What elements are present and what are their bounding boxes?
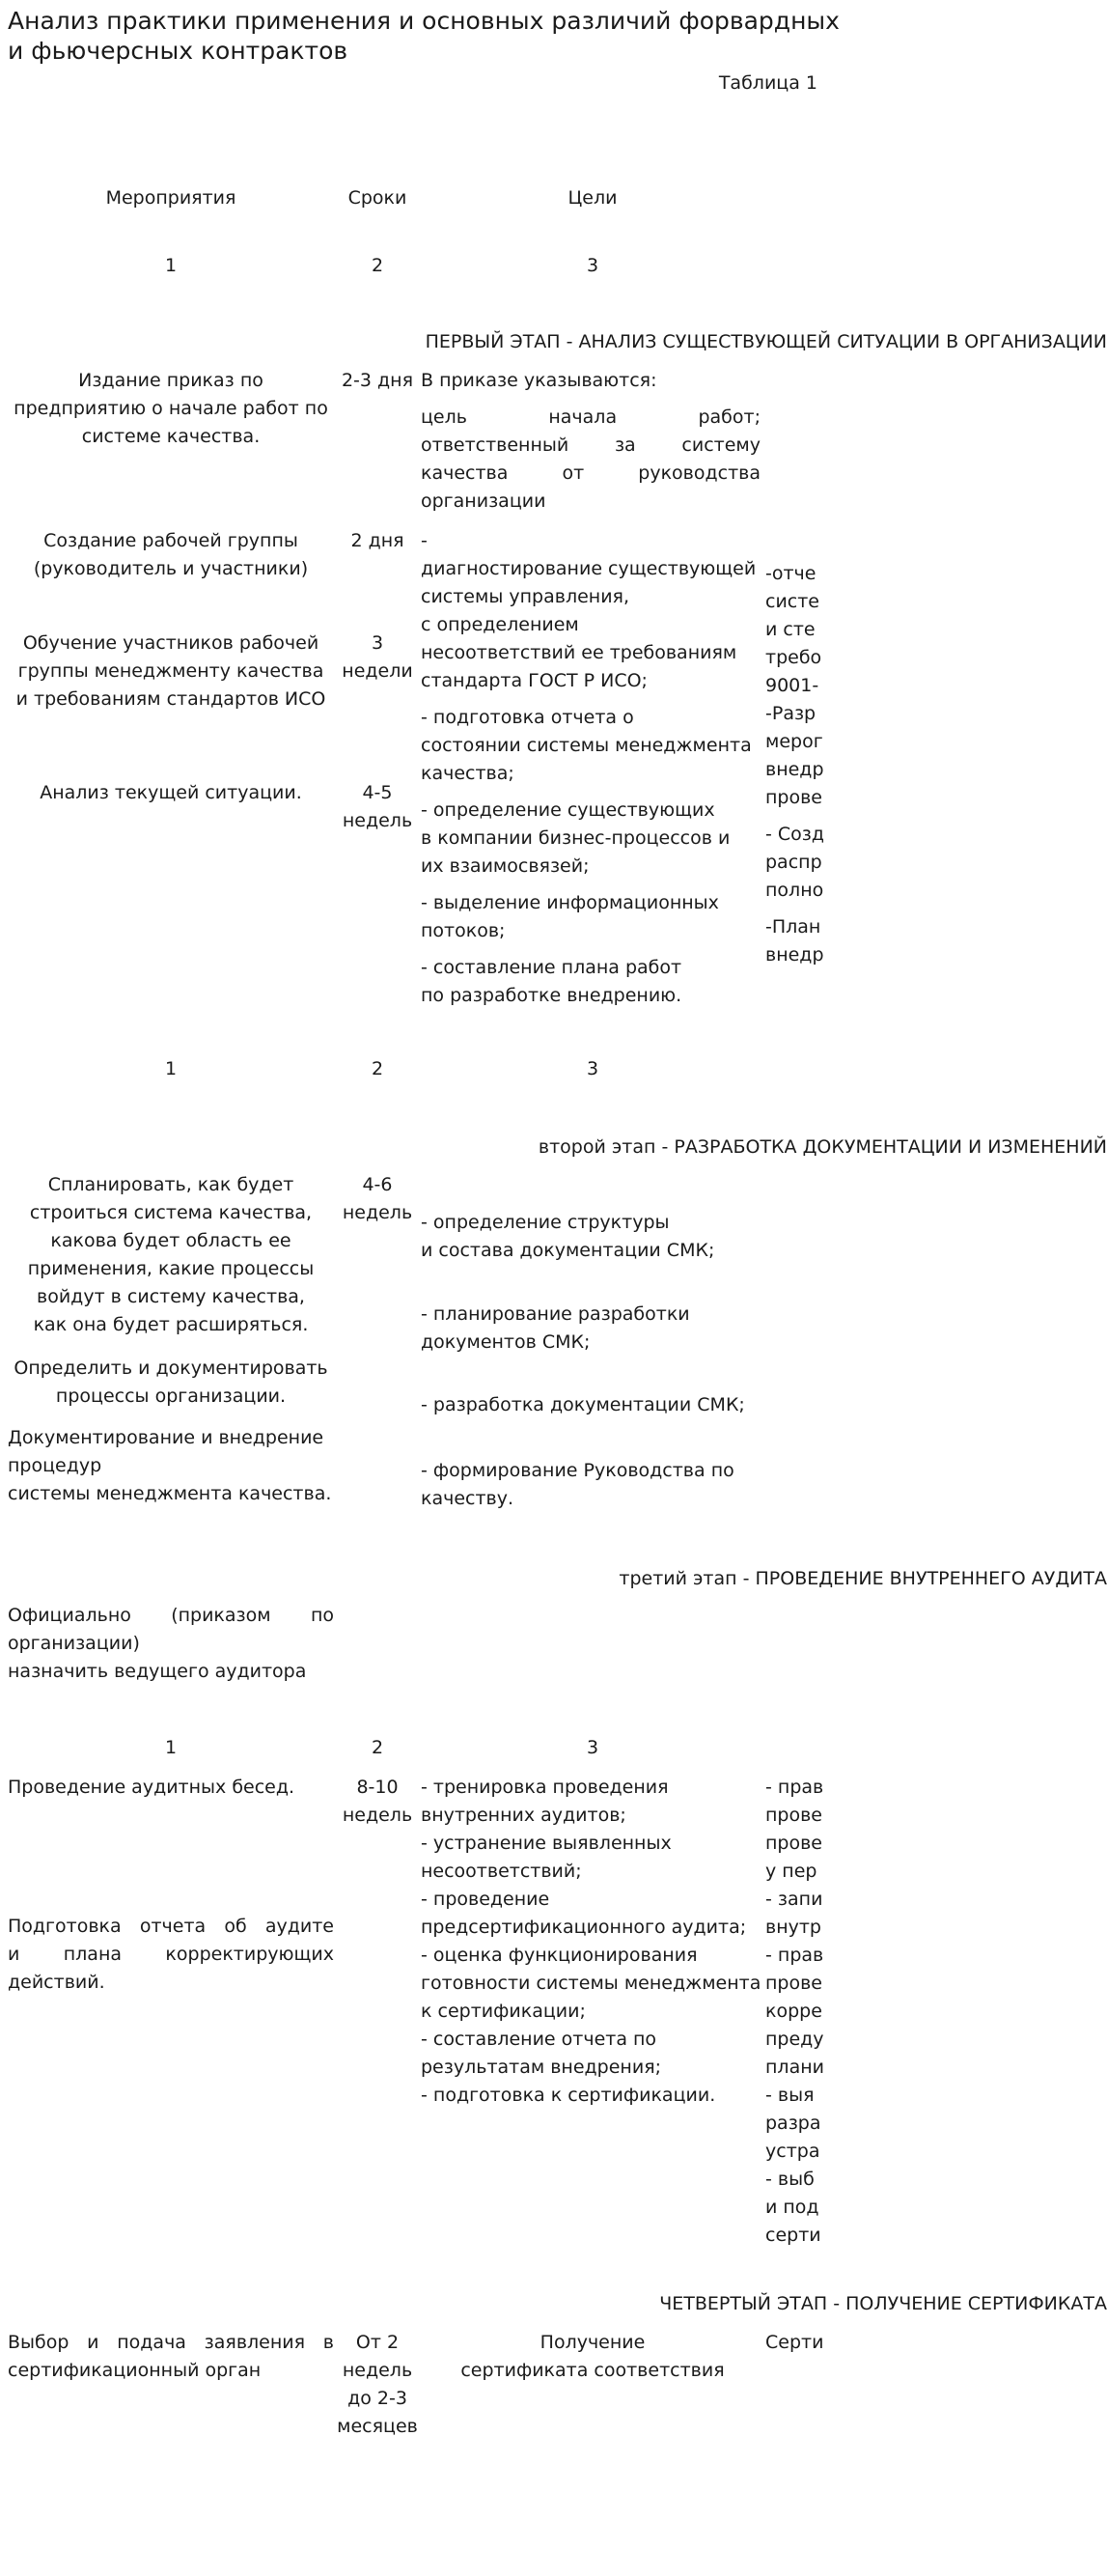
text-line: предсертификационного аудита;: [421, 1917, 747, 1938]
stage-1-heading: ПЕРВЫЙ ЭТАП - АНАЛИЗ СУЩЕСТВУЮЩЕЙ СИТУАЦИИ В ОРГАНИЗАЦИИ: [425, 331, 1107, 352]
title-line-1: Анализ практики применения и основных различий форвардных: [8, 7, 840, 35]
text-line: диагностирование существующей: [421, 558, 757, 579]
text-line: 9001-: [765, 675, 819, 696]
text-line: несоответствий ее требованиям: [421, 642, 737, 663]
text-line: плани: [765, 2057, 824, 2078]
stage4-goal: [421, 2329, 764, 2385]
text-line: 8-10: [356, 1777, 399, 1798]
stage2-goal-development: - разработка документации СМК;: [421, 1394, 745, 1415]
text-line: стандарта ГОСТ Р ИСО;: [421, 670, 648, 691]
text-line: - прав: [765, 1777, 824, 1798]
text-line: состоянии системы менеджмента: [421, 735, 752, 756]
stage3-term: [334, 1774, 421, 1830]
stage4-activity-application: [8, 2329, 334, 2385]
text-line: - составление плана работ: [421, 957, 682, 978]
text-line: в компании бизнес-процессов и: [421, 827, 731, 849]
text-line: внедр: [765, 759, 824, 780]
text-line: документов СМК;: [421, 1331, 591, 1353]
text-line: - выя: [765, 2085, 815, 2106]
text-line: распр: [765, 852, 822, 873]
stage3-results-column: [765, 1774, 958, 2250]
col-number-3: 3: [586, 1058, 599, 1079]
text-line: внутренних аудитов;: [421, 1805, 626, 1826]
text-line: месяцев: [337, 2416, 418, 2437]
text-line: (руководитель и участники): [33, 558, 309, 579]
text-line: качеству.: [421, 1488, 514, 1509]
text-line: -План: [765, 916, 821, 938]
text-line: - тренировка проведения: [421, 1777, 669, 1798]
stage2-activity-document-processes: [8, 1355, 334, 1411]
text-line: - проведение: [421, 1889, 550, 1910]
text-line: недели: [342, 660, 413, 682]
text-line: Подготовка отчета об аудите: [8, 1916, 334, 1937]
text-line: Обучение участников рабочей: [22, 632, 319, 654]
col-number-1: 1: [164, 1737, 178, 1758]
text-line: -Разр: [765, 703, 816, 724]
text-line: От 2: [355, 2332, 400, 2353]
text-line: Спланировать, как будет: [47, 1174, 294, 1195]
text-line: организации: [421, 490, 546, 512]
stage1-goals-list: [421, 527, 764, 1010]
text-line: результатам внедрения;: [421, 2057, 662, 2078]
col-number-1: 1: [164, 255, 178, 276]
text-line: применения, какие процессы: [27, 1258, 315, 1279]
text-line: процессы организации.: [55, 1386, 287, 1407]
stage3-activity-report: [8, 1913, 334, 1997]
text-line: системы управления,: [421, 586, 630, 607]
text-line: 4-6: [362, 1174, 393, 1195]
col-number-3: 3: [586, 1737, 599, 1758]
text-line: - Созд: [765, 824, 825, 845]
text-line: сертификата соответствия: [460, 2360, 725, 2381]
stage4-term: [334, 2329, 421, 2441]
text-line: - определение существующих: [421, 799, 715, 821]
text-line: -отче: [765, 563, 816, 584]
stage2-goal-manual: [421, 1457, 764, 1513]
stage2-activity-procedures: [8, 1424, 334, 1508]
text-line: Официально (приказом по: [8, 1605, 334, 1626]
text-line: и состава документации СМК;: [421, 1240, 715, 1261]
text-line: цель начала работ;: [421, 406, 761, 428]
stage1-results-column: [765, 560, 958, 969]
text-line: Получение: [540, 2332, 646, 2353]
text-line: несоответствий;: [421, 1861, 582, 1882]
stage1-term-workgroup: 2 дня: [350, 530, 404, 551]
text-line: Определить и документировать: [14, 1358, 328, 1379]
text-line: организации): [8, 1633, 140, 1654]
text-line: 4-5: [362, 782, 393, 803]
text-line: Выбор и подача заявления в: [8, 2332, 334, 2353]
table-label: Таблица 1: [718, 72, 817, 94]
text-line: процедур: [8, 1455, 102, 1476]
text-line: прове: [765, 1805, 822, 1826]
text-line: внедр: [765, 944, 824, 966]
header-terms: Сроки: [347, 187, 407, 209]
text-line: их взаимосвязей;: [421, 855, 590, 877]
stage3-activity-interviews: Проведение аудитных бесед.: [8, 1777, 295, 1798]
text-line: недель: [342, 2360, 413, 2381]
text-line: Документирование и внедрение: [8, 1427, 324, 1448]
stage1-term-analysis: [334, 779, 421, 835]
text-line: - запи: [765, 1889, 823, 1910]
stage1-goal-order: [421, 367, 764, 516]
text-line: действий.: [8, 1972, 105, 1993]
stage2-term: [334, 1171, 421, 1227]
stage2-goal-planning: [421, 1301, 764, 1357]
text-line: какова будет область ее: [50, 1230, 291, 1251]
text-line: строиться система качества,: [29, 1202, 313, 1223]
text-line: потоков;: [421, 920, 506, 941]
stage2-goal-structure: [421, 1209, 764, 1265]
stage2-activity-plan: [8, 1171, 334, 1339]
col-number-2: 2: [371, 1058, 384, 1079]
header-activities: Мероприятия: [105, 187, 236, 209]
text-line: по разработке внедрению.: [421, 985, 682, 1006]
text-line: требо: [765, 647, 822, 668]
text-line: сертификационный орган: [8, 2360, 262, 2381]
col-number-1: 1: [164, 1058, 178, 1079]
title-line-2: и фьючерсных контрактов: [8, 37, 348, 65]
text-line: Создание рабочей группы: [43, 530, 298, 551]
text-line: и сте: [765, 619, 816, 640]
text-line: и плана корректирующих: [8, 1944, 334, 1965]
text-line: - определение структуры: [421, 1212, 670, 1233]
text-line: и требованиям стандартов ИСО: [15, 688, 326, 710]
text-line: назначить ведущего аудитора: [8, 1661, 307, 1682]
text-line: до 2-3: [347, 2388, 407, 2409]
text-line: систе: [765, 591, 819, 612]
text-line: - устранение выявленных: [421, 1833, 672, 1854]
text-line: - подготовка к сертификации.: [421, 2085, 716, 2106]
text-line: предприятию о начале работ по: [14, 398, 328, 419]
text-line: - составление отчета по: [421, 2029, 657, 2050]
text-line: Издание приказ по: [78, 370, 263, 391]
text-line: - оценка функционирования: [421, 1945, 698, 1966]
text-line: преду: [765, 2029, 824, 2050]
stage1-activity-analysis: Анализ текущей ситуации.: [40, 782, 302, 803]
stage1-term-training: [334, 630, 421, 686]
stage1-activity-workgroup: [8, 527, 334, 583]
text-line: разра: [765, 2113, 821, 2134]
stage-2-heading: второй этап - РАЗРАБОТКА ДОКУМЕНТАЦИИ И ИЗМЕНЕНИЙ: [538, 1136, 1107, 1158]
text-line: устра: [765, 2141, 820, 2162]
text-line: и под: [765, 2197, 819, 2218]
text-line: серти: [765, 2225, 821, 2246]
text-line: - подготовка отчета о: [421, 707, 634, 728]
text-line: у пер: [765, 1861, 817, 1882]
text-line: готовности системы менеджмента: [421, 1973, 761, 1994]
stage-3-heading: третий этап - ПРОВЕДЕНИЕ ВНУТРЕННЕГО АУДИТА: [619, 1568, 1107, 1589]
stage1-term-order: 2-3 дня: [341, 370, 414, 391]
text-line: прове: [765, 1973, 822, 1994]
text-line: 3: [371, 632, 384, 654]
text-line: системе качества.: [81, 426, 261, 447]
text-line: - формирование Руководства по: [421, 1460, 734, 1481]
text-line: корре: [765, 2001, 822, 2022]
col-number-2: 2: [371, 1737, 384, 1758]
text-line: мерог: [765, 731, 823, 752]
header-goals: Цели: [567, 187, 618, 209]
text-line: ответственный за систему: [421, 434, 761, 456]
col-number-3: 3: [586, 255, 599, 276]
text-line: внутр: [765, 1917, 821, 1938]
stage3-goals-list: [421, 1774, 764, 2110]
text-line: полно: [765, 880, 824, 901]
text-line: - выб: [765, 2169, 815, 2190]
text-line: прове: [765, 1833, 822, 1854]
stage4-result: Серти: [765, 2332, 824, 2353]
text-line: - прав: [765, 1945, 824, 1966]
stage1-activity-training: [8, 630, 334, 714]
text-line: качества;: [421, 763, 514, 784]
text-line: В приказе указываются:: [421, 370, 657, 391]
text-line: группы менеджменту качества: [17, 660, 324, 682]
text-line: - выделение информационных: [421, 892, 719, 913]
text-line: - планирование разработки: [421, 1303, 690, 1325]
text-line: к сертификации;: [421, 2001, 586, 2022]
text-line: недель: [342, 810, 413, 831]
text-line: недель: [342, 1202, 413, 1223]
stage-4-heading: ЧЕТВЕРТЫЙ ЭТАП - ПОЛУЧЕНИЕ СЕРТИФИКАТА: [659, 2293, 1107, 2314]
text-line: системы менеджмента качества.: [8, 1483, 332, 1504]
text-line: с определением: [421, 614, 579, 635]
text-line: недель: [342, 1805, 413, 1826]
text-line: прове: [765, 787, 822, 808]
text-line: качества от руководства: [421, 462, 761, 484]
stage1-activity-order: [8, 367, 334, 451]
text-line: войдут в систему качества,: [37, 1286, 305, 1307]
document-title: [8, 6, 840, 66]
col-number-2: 2: [371, 255, 384, 276]
text-line: как она будет расширяться.: [33, 1314, 309, 1335]
stage3-activity-appoint-auditor: [8, 1602, 334, 1686]
text-line: -: [421, 530, 428, 551]
